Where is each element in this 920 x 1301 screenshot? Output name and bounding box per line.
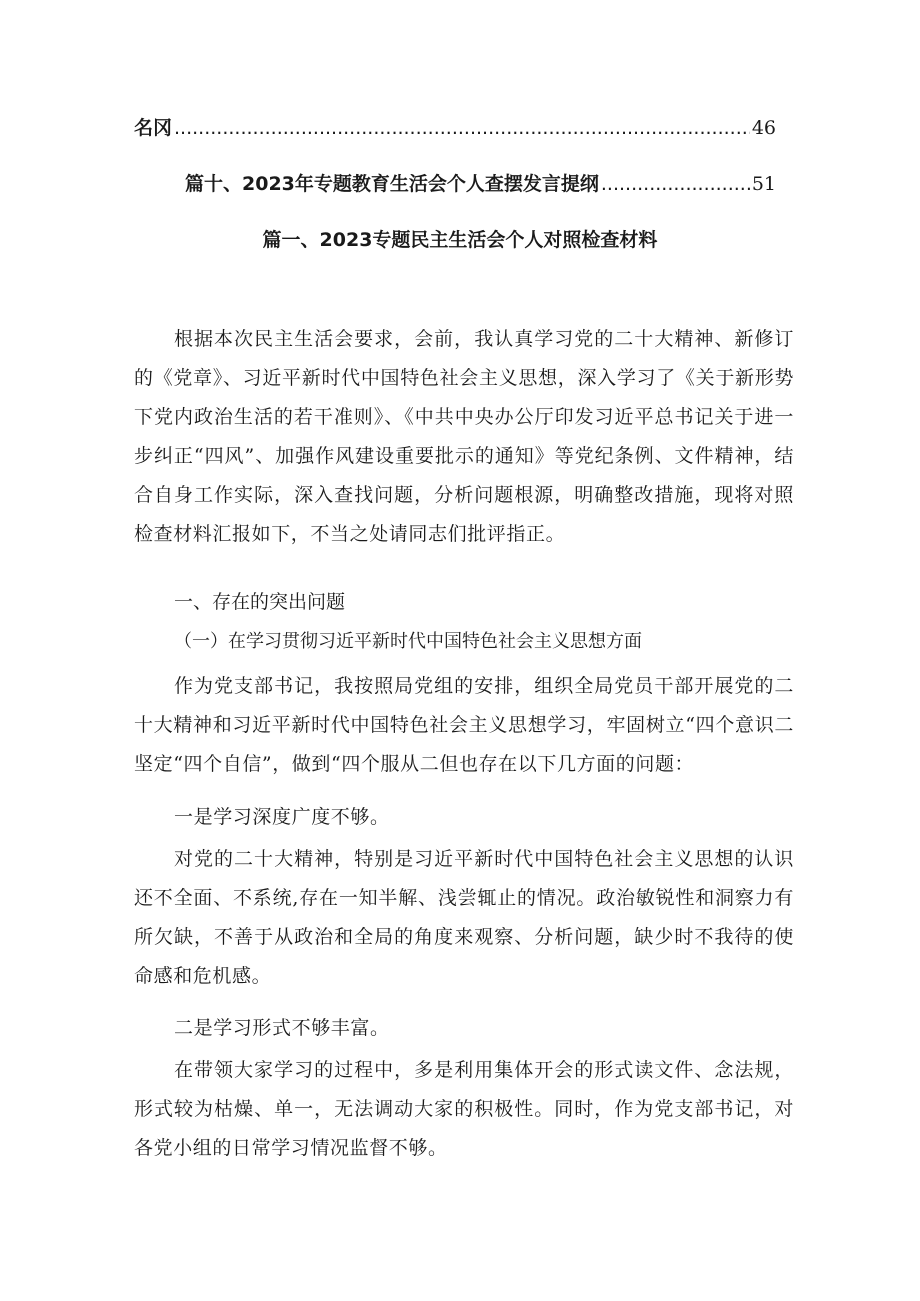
toc-entry[interactable]: [185, 172, 776, 196]
subsection-title: （一）在学习贯彻习近平新时代中国特色社会主义思想方面: [174, 631, 642, 652]
toc-dot-leader: [174, 116, 750, 140]
paragraph-2: 作为党支部书记，我按照局党组的安排，组织全局党员干部开展党的二十大精神和习近平新时代中国特色社会主义思想学习，牢固树立“四个意识二坚定“四个自信”，做到“四个服从二但也存在以下几方面的问题：: [134, 675, 794, 775]
point-2: 二是学习形式不够丰富。: [174, 1017, 390, 1039]
toc-entry-title: 篇十、2023年专题教育生活会个人查摆发言提纲: [185, 173, 599, 195]
toc-entry-page: 51: [751, 173, 776, 195]
section-title: 一、存在的突出问题: [174, 591, 346, 613]
document-heading: 篇一、2023专题民主生活会个人对照检查材料: [262, 229, 658, 251]
paragraph-3: 对党的二十大精神，特别是习近平新时代中国特色社会主义思想的认识还不全面、不系统,存在一知半解、浅尝辄止的情况。政治敏锐性和洞察力有所欠缺，不善于从政治和全局的角度来观察、分析问题，缺少时不我待的使命感和危机感。: [134, 848, 794, 987]
paragraph-4: 在带领大家学习的过程中，多是利用集体开会的形式读文件、念法规，形式较为枯燥、单一，无法调动大家的积极性。同时，作为党支部书记，对各党小组的日常学习情况监督不够。: [134, 1059, 794, 1159]
toc-entry-title: 名冈: [134, 117, 173, 139]
toc-entry-page: 46: [751, 117, 776, 139]
point-1: 一是学习深度广度不够。: [174, 806, 390, 828]
toc-entry[interactable]: [134, 116, 776, 140]
intro-paragraph: 根据本次民主生活会要求，会前，我认真学习党的二十大精神、新修订的《党章》、习近平新时代中国特色社会主义思想，深入学习了《关于新形势下党内政治生活的若干准则》、《中共中央办公厅印发习近平总书记关于进一步纠正“四风”、加强作风建设重要批示的通知》等党纪条例、文件精神，结合自身工作实际，深入查找问题，分析问题根源，明确整改措施，现将对照检查材料汇报如下，不当之处请同志们批评指正。: [134, 328, 794, 545]
toc-dot-leader: [601, 172, 750, 196]
